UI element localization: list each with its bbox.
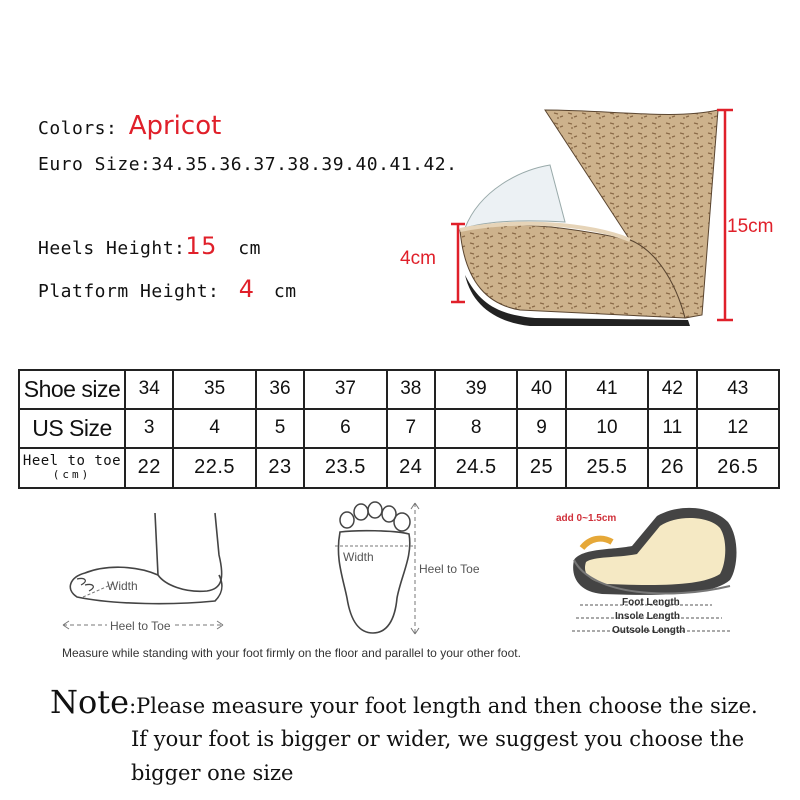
heel-measure-label: 15cm bbox=[727, 216, 774, 237]
heel-height-unit: cm bbox=[238, 238, 261, 259]
table-cell: 43 bbox=[697, 370, 779, 409]
note-text-3: bigger one size bbox=[131, 761, 294, 785]
table-cell: 4 bbox=[173, 409, 255, 448]
note-text-2: If your foot is bigger or wider, we suggest you choose the bbox=[131, 727, 745, 751]
table-row-heel-to-toe bbox=[19, 448, 779, 488]
row-header-us-size: US Size bbox=[19, 409, 125, 448]
table-cell: 34 bbox=[125, 370, 173, 409]
table-cell: 40 bbox=[517, 370, 565, 409]
platform-height-label: Platform Height: bbox=[38, 281, 220, 302]
euro-size-value: 34.35.36.37.38.39.40.41.42. bbox=[151, 154, 458, 175]
table-cell: 37 bbox=[304, 370, 386, 409]
top-width-label: Width bbox=[343, 550, 374, 564]
platform-measure-label: 4cm bbox=[400, 248, 436, 269]
table-cell: 22.5 bbox=[173, 448, 255, 488]
table-cell: 12 bbox=[697, 409, 779, 448]
colors-value: Apricot bbox=[128, 111, 222, 141]
table-cell: 8 bbox=[435, 409, 517, 448]
table-cell: 24.5 bbox=[435, 448, 517, 488]
side-heel-to-toe-label: Heel to Toe bbox=[107, 619, 174, 633]
table-cell: 26 bbox=[648, 448, 696, 488]
table-cell: 6 bbox=[304, 409, 386, 448]
table-cell: 26.5 bbox=[697, 448, 779, 488]
table-cell: 11 bbox=[648, 409, 696, 448]
side-width-label: Width bbox=[107, 579, 138, 593]
table-cell: 23.5 bbox=[304, 448, 386, 488]
table-cell: 35 bbox=[173, 370, 255, 409]
table-cell: 23 bbox=[256, 448, 304, 488]
table-cell: 22 bbox=[125, 448, 173, 488]
heel-height-label: Heels Height: bbox=[38, 238, 186, 259]
insole-length-label: Insole Length bbox=[615, 611, 680, 622]
platform-measure-bar bbox=[448, 222, 468, 304]
sandal-image bbox=[440, 100, 740, 340]
table-cell: 10 bbox=[566, 409, 648, 448]
table-cell: 24 bbox=[387, 448, 435, 488]
heel-measure-bar bbox=[714, 108, 736, 322]
heel-height-line bbox=[38, 232, 261, 260]
table-cell: 39 bbox=[435, 370, 517, 409]
table-cell: 5 bbox=[256, 409, 304, 448]
top-heel-to-toe-label: Heel to Toe bbox=[419, 562, 480, 576]
foot-length-label: Foot Length bbox=[622, 597, 680, 608]
euro-size-line bbox=[38, 154, 457, 175]
add-length-label: add 0~1.5cm bbox=[556, 513, 617, 524]
table-cell: 41 bbox=[566, 370, 648, 409]
row-header-shoe-size: Shoe size bbox=[19, 370, 125, 409]
row-header-heel-to-toe bbox=[19, 448, 125, 488]
table-cell: 7 bbox=[387, 409, 435, 448]
table-cell: 25.5 bbox=[566, 448, 648, 488]
colors-line bbox=[38, 111, 221, 141]
note-title: Note bbox=[50, 683, 130, 721]
measure-instruction: Measure while standing with your foot firmly on the floor and parallel to your other foot. bbox=[62, 646, 521, 660]
heel-height-value: 15 bbox=[185, 232, 217, 260]
colors-label: Colors: bbox=[38, 118, 118, 139]
size-table bbox=[18, 369, 780, 489]
table-cell: 3 bbox=[125, 409, 173, 448]
platform-height-unit: cm bbox=[273, 281, 297, 302]
euro-size-label: Euro Size: bbox=[38, 154, 152, 175]
table-cell: 25 bbox=[517, 448, 565, 488]
table-cell: 36 bbox=[256, 370, 304, 409]
table-cell: 38 bbox=[387, 370, 435, 409]
table-row-us-size bbox=[19, 409, 779, 448]
table-cell: 42 bbox=[648, 370, 696, 409]
platform-height-line bbox=[38, 275, 297, 303]
platform-height-value: 4 bbox=[238, 275, 255, 303]
note-line1 bbox=[50, 683, 758, 721]
table-cell: 9 bbox=[517, 409, 565, 448]
outsole-length-label: Outsole Length bbox=[612, 625, 686, 636]
table-row-shoe-size bbox=[19, 370, 779, 409]
row-header-line1: Heel to toe bbox=[22, 452, 122, 469]
note-text-1: :Please measure your foot length and then choose the size. bbox=[129, 694, 758, 718]
row-header-line2: (cm) bbox=[52, 467, 92, 481]
